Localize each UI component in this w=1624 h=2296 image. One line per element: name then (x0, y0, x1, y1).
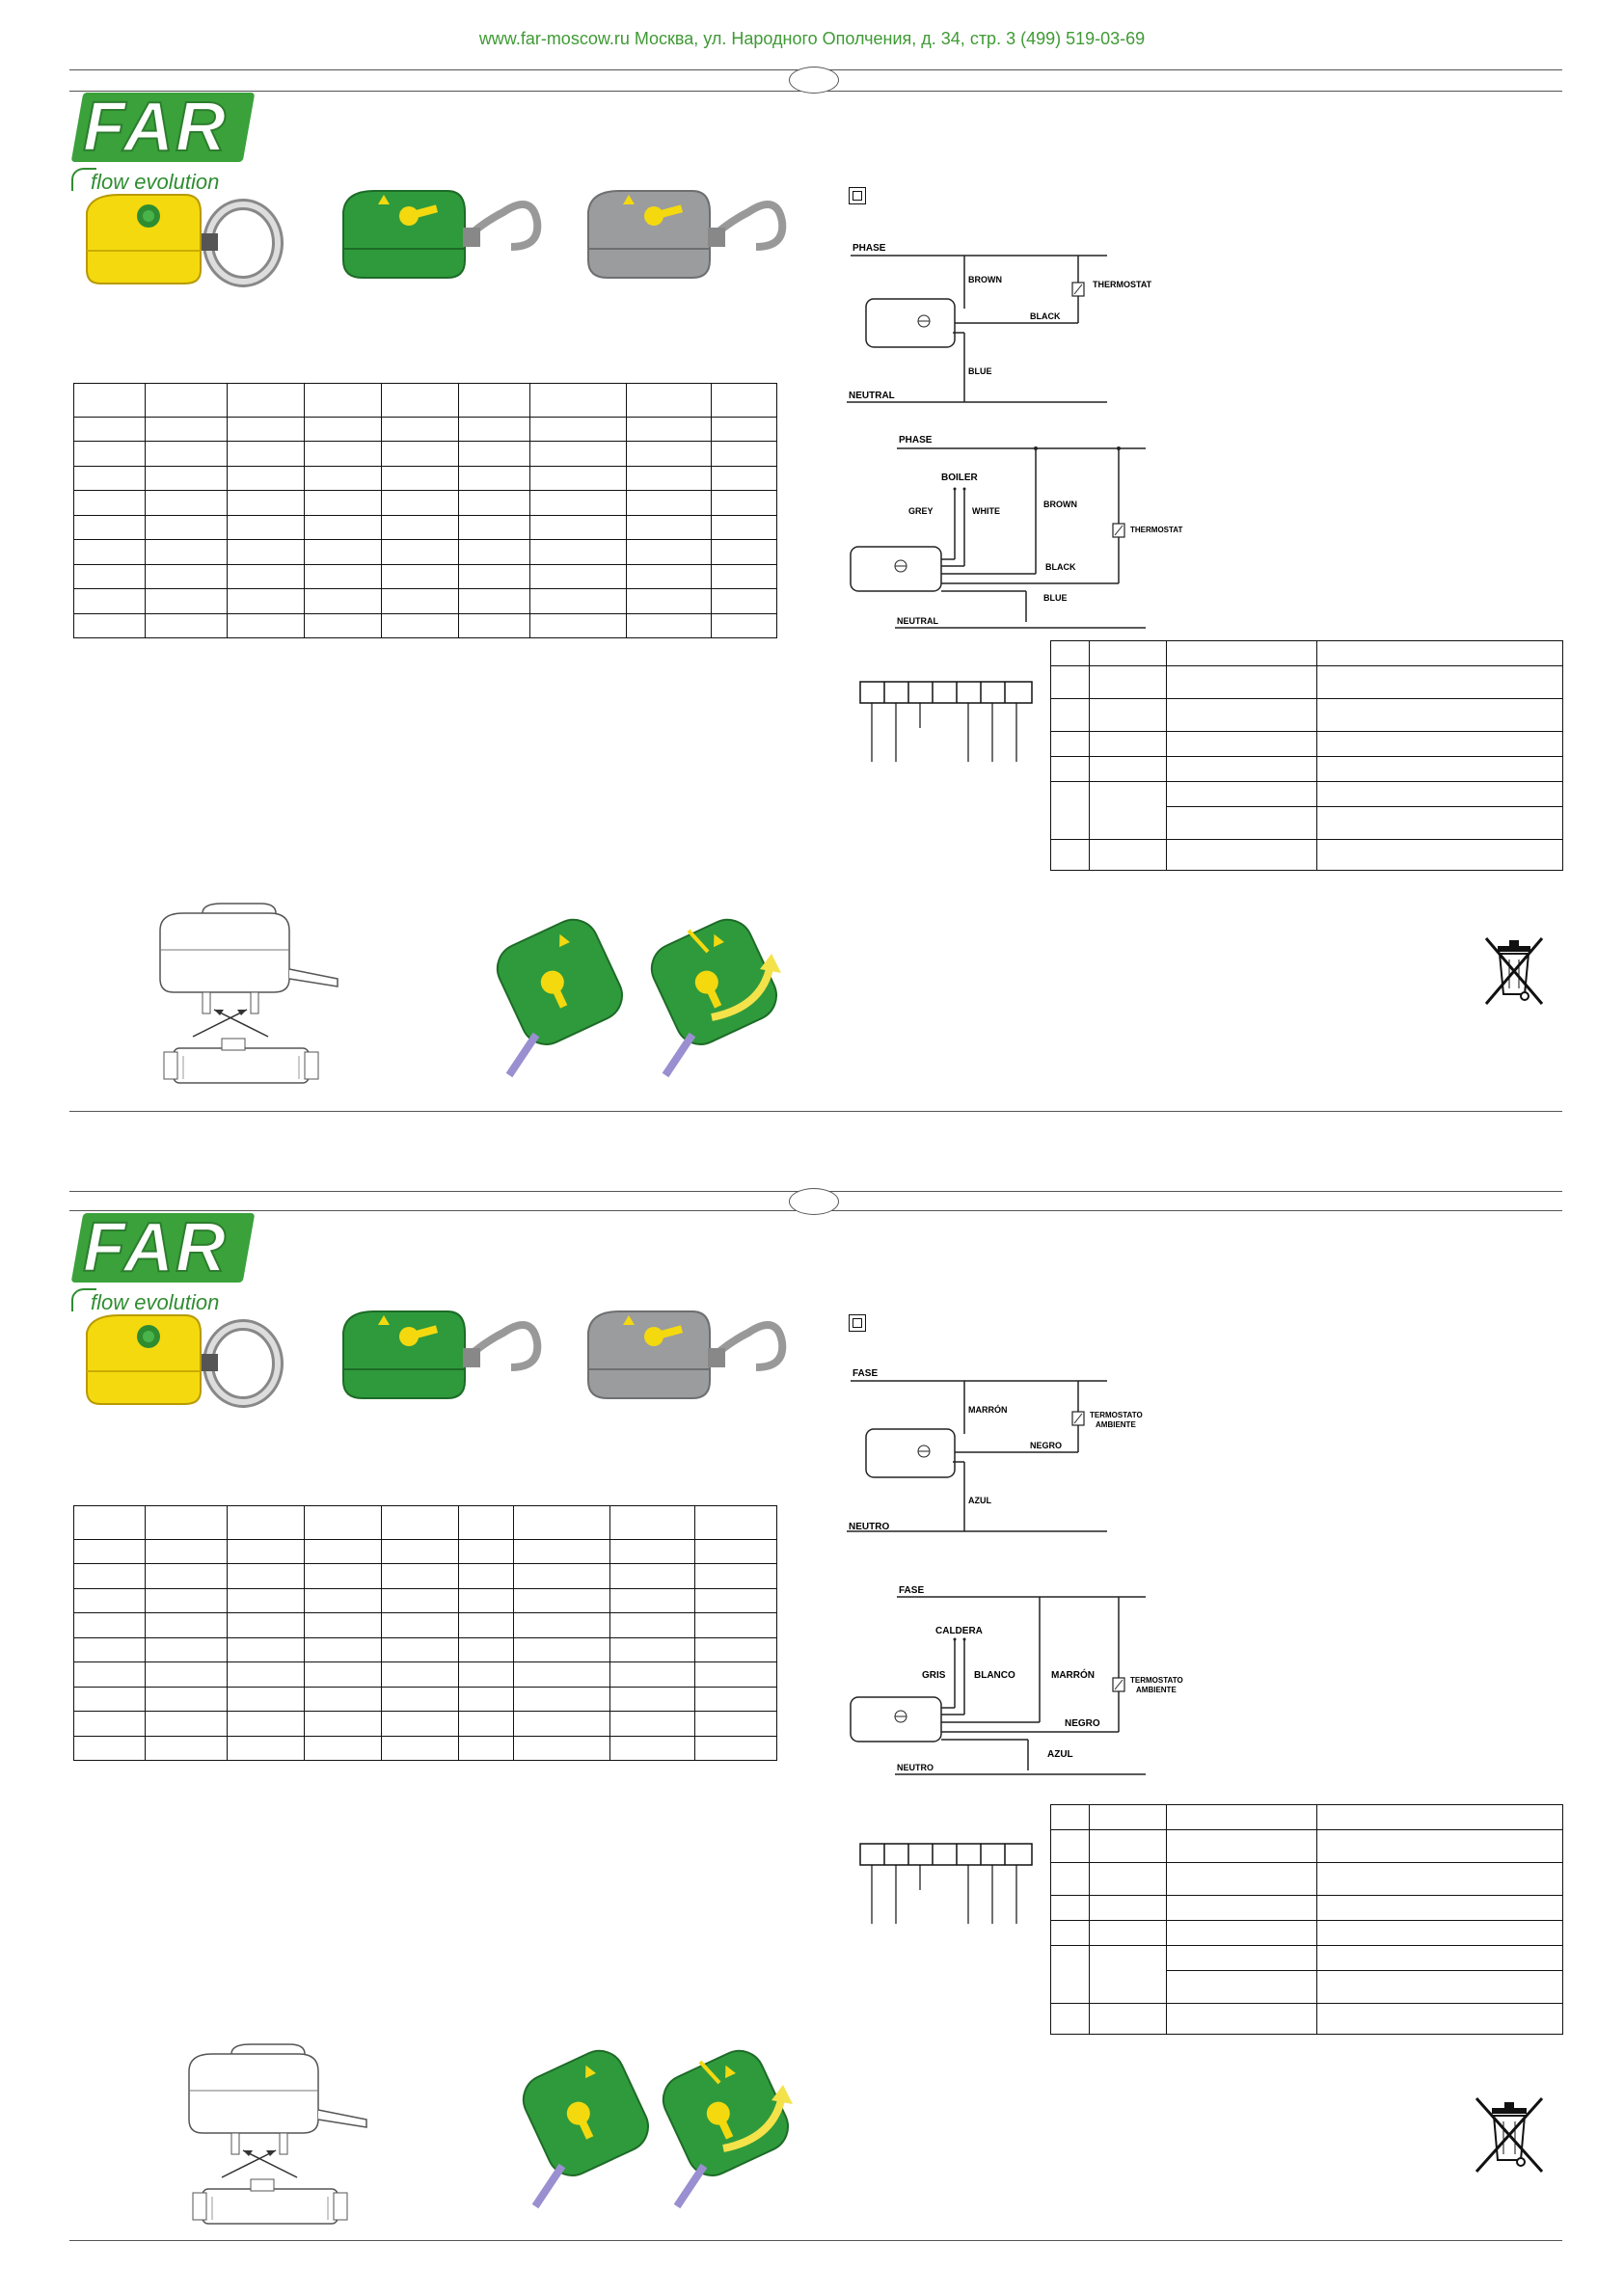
svg-text:TERMOSTATO: TERMOSTATO (1130, 1676, 1183, 1685)
double-insulation-symbol (849, 1314, 866, 1332)
green-actuator-image (339, 183, 552, 299)
wiring-diagram-2wire (839, 236, 1167, 410)
svg-text:NEGRO: NEGRO (1030, 1441, 1063, 1450)
page-oval-s2 (789, 1188, 839, 1215)
svg-text:BLUE: BLUE (968, 366, 992, 376)
section-divider (69, 1111, 1562, 1112)
spec-table-s2 (73, 1505, 777, 1761)
bottom-rule (69, 2240, 1562, 2241)
svg-text:AZUL: AZUL (968, 1496, 991, 1505)
wiring-diagram-microswitch-es (839, 1578, 1186, 1780)
manual-override-images (480, 911, 798, 1085)
svg-text:NEUTRO: NEUTRO (849, 1522, 890, 1532)
svg-text:BLACK: BLACK (1030, 311, 1061, 321)
svg-text:NEUTRAL: NEUTRAL (897, 616, 938, 626)
svg-text:FASE: FASE (899, 1585, 925, 1596)
svg-text:BLACK: BLACK (1045, 562, 1076, 572)
svg-text:PHASE: PHASE (899, 435, 933, 446)
header-contact: www.far-moscow.ru Москва, ул. Народного Ополчения, д. 34, стр. 3 (499) 519-03-69 (478, 29, 1146, 48)
svg-text:BROWN: BROWN (1043, 500, 1077, 509)
svg-text:AMBIENTE: AMBIENTE (1136, 1686, 1177, 1694)
svg-text:NEGRO: NEGRO (1065, 1718, 1100, 1729)
svg-text:GREY: GREY (908, 506, 934, 516)
svg-text:NEUTRO: NEUTRO (897, 1763, 934, 1772)
svg-text:BOILER: BOILER (941, 473, 978, 483)
wire-legend-table-s2 (1050, 1804, 1563, 2035)
svg-text:THERMOSTAT: THERMOSTAT (1130, 526, 1183, 534)
svg-text:TERMOSTATO: TERMOSTATO (1090, 1411, 1143, 1419)
svg-text:MARRÓN: MARRÓN (1051, 1670, 1095, 1681)
svg-text:BLUE: BLUE (1043, 593, 1068, 603)
far-logo: FAR flow evolution (69, 93, 262, 208)
wire-legend-table (1050, 640, 1563, 871)
grey-actuator-image (584, 183, 797, 299)
weee-bin-icon-s2 (1471, 2093, 1548, 2175)
grey-actuator-image (584, 1304, 797, 1419)
wiring-diagram-2wire-es (839, 1362, 1167, 1535)
svg-text:BLANCO: BLANCO (974, 1670, 1015, 1681)
svg-text:GRIS: GRIS (922, 1670, 946, 1681)
svg-text:PHASE: PHASE (853, 243, 886, 254)
svg-text:AZUL: AZUL (1047, 1749, 1073, 1760)
svg-text:WHITE: WHITE (972, 506, 1000, 516)
terminal-strip (858, 680, 1042, 767)
wiring-diagram-microswitch (839, 429, 1186, 632)
svg-text:THERMOSTAT: THERMOSTAT (1093, 280, 1152, 289)
yellow-actuator-image (81, 183, 293, 299)
svg-text:AMBIENTE: AMBIENTE (1096, 1420, 1136, 1429)
svg-text:MARRÓN: MARRÓN (968, 1405, 1008, 1415)
spec-table (73, 383, 777, 638)
manual-override-images-s2 (506, 2042, 805, 2216)
svg-text:CALDERA: CALDERA (935, 1626, 983, 1636)
terminal-strip-s2 (858, 1842, 1042, 1929)
weee-bin-icon (1480, 932, 1548, 1006)
svg-text:NEUTRAL: NEUTRAL (849, 391, 895, 401)
svg-text:FASE: FASE (853, 1368, 879, 1379)
svg-text:BROWN: BROWN (968, 275, 1002, 284)
double-insulation-symbol (849, 187, 866, 204)
yellow-actuator-image (81, 1304, 293, 1419)
valve-assembly-drawing (154, 902, 347, 1094)
far-logo-s2: FAR flow evolution (69, 1213, 262, 1329)
green-actuator-image (339, 1304, 552, 1419)
valve-assembly-drawing-s2 (183, 2042, 376, 2235)
page-oval (789, 67, 839, 94)
